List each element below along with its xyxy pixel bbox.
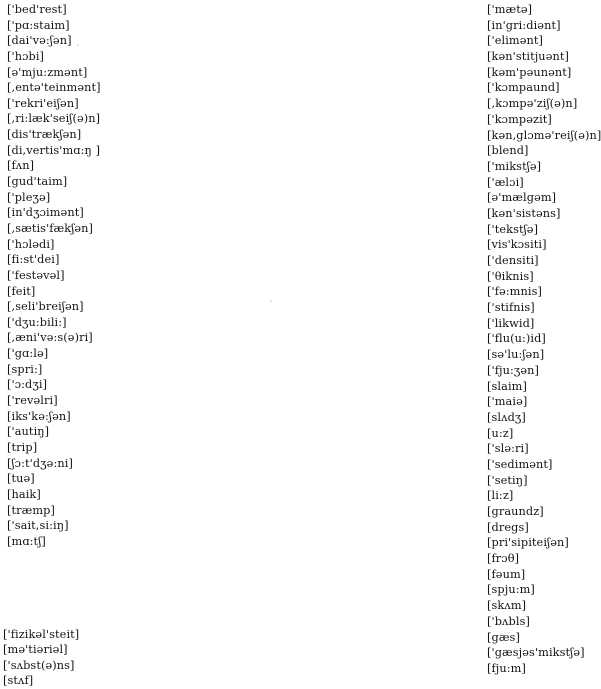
transcription-entry: ['ælɔi] bbox=[487, 175, 524, 189]
transcription-entry: [feit] bbox=[7, 284, 36, 298]
transcription-entry: ['θiknis] bbox=[487, 269, 534, 283]
transcription-entry: ['kɔmpəzit] bbox=[487, 112, 552, 126]
transcription-entry: ['autiŋ] bbox=[7, 425, 50, 439]
transcription-entry: ['rekri'eiʃən] bbox=[7, 96, 79, 110]
transcription-entry: [kəm'pəunənt] bbox=[487, 65, 572, 79]
transcription-entry: [sə'lu:ʃən] bbox=[487, 348, 545, 362]
transcription-entry: [skʌm] bbox=[487, 599, 527, 613]
transcription-entry: ['ɔ:dʒi] bbox=[7, 378, 48, 392]
scan-speck bbox=[270, 300, 272, 302]
transcription-entry: [ə'mælgəm] bbox=[487, 191, 557, 205]
transcription-entry: [mɑ:tʃ] bbox=[7, 534, 46, 548]
transcription-entry: [vis'kɔsiti] bbox=[487, 238, 547, 252]
transcription-entry: [dis'trækʃən] bbox=[7, 128, 82, 142]
transcription-entry: [in'dʒɔimənt] bbox=[7, 206, 84, 220]
transcription-entry: ['mikstʃə] bbox=[487, 159, 542, 173]
left-bottom-transcription-column bbox=[3, 627, 233, 689]
transcription-entry: [graundz] bbox=[487, 505, 544, 518]
transcription-entry: [spri:] bbox=[7, 362, 43, 376]
transcription-entry: [fəum] bbox=[487, 567, 526, 581]
transcription-entry: [blend] bbox=[487, 144, 529, 158]
transcription-entry: [fi:st'dei] bbox=[7, 253, 60, 267]
transcription-entry: [kən'stitjuənt] bbox=[487, 50, 569, 64]
transcription-entry: [ʃɔ:t'dʒə:ni] bbox=[7, 456, 73, 470]
transcription-entry: ['kɔmpaund] bbox=[487, 81, 560, 95]
transcription-entry: [,entə'teinmənt] bbox=[7, 81, 101, 95]
transcription-entry: ['fizikəl'steit] bbox=[3, 628, 80, 641]
transcription-entry: ['pɑ:staim] bbox=[7, 18, 70, 32]
transcription-entry: ['setiŋ] bbox=[487, 473, 528, 487]
transcription-entry: [mə'tiəriəl] bbox=[3, 643, 68, 657]
transcription-entry: [spju:m] bbox=[487, 583, 535, 597]
transcription-entry: [slʌdʒ] bbox=[487, 410, 526, 424]
transcription-entry: [dai'və:ʃən] bbox=[7, 34, 72, 48]
transcription-entry: ['dʒu:bili:] bbox=[7, 315, 67, 329]
transcription-entry: [,seli'breiʃən] bbox=[7, 300, 84, 314]
transcription-entry: ['likwid] bbox=[487, 316, 535, 330]
transcription-entry: [kən'sistəns] bbox=[487, 206, 561, 220]
transcription-entry: ['gæsjəs'mikstʃə] bbox=[487, 646, 585, 660]
transcription-entry: [gud'taim] bbox=[7, 175, 68, 189]
transcription-entry: [iks'kə:ʃən] bbox=[7, 409, 71, 423]
transcription-entry: [in'gri:diənt] bbox=[487, 18, 561, 32]
transcription-entry: ['fju:ʒən] bbox=[487, 363, 540, 377]
transcription-entry: ['bed'rest] bbox=[7, 3, 67, 16]
transcription-entry: [pri'sipiteiʃən] bbox=[487, 536, 569, 550]
transcription-entry: [li:z] bbox=[487, 489, 514, 503]
transcription-entry: ['stifnis] bbox=[487, 301, 535, 315]
transcription-entry: [,æni'və:s(ə)ri] bbox=[7, 331, 93, 345]
transcription-entry: [slaim] bbox=[487, 379, 527, 393]
transcription-entry: [u:z] bbox=[487, 426, 514, 440]
transcription-entry: ['sait,si:iŋ] bbox=[7, 519, 69, 533]
transcription-entry: [træmp] bbox=[7, 503, 56, 517]
transcription-entry: ['slə:ri] bbox=[487, 442, 529, 456]
transcription-entry: [fju:m] bbox=[487, 661, 526, 675]
transcription-entry: ['elimənt] bbox=[487, 34, 544, 48]
transcription-entry: ['hɔbi] bbox=[7, 49, 45, 63]
transcription-entry: [,kɔmpə'ziʃ(ə)n] bbox=[487, 97, 578, 111]
transcription-entry: ['revəlri] bbox=[7, 394, 58, 408]
transcription-entry: ['densiti] bbox=[487, 254, 539, 267]
scan-speck bbox=[77, 44, 79, 46]
transcription-entry: [di,vertis'mɑ:ŋ ] bbox=[7, 143, 101, 157]
transcription-entry: ['maiə] bbox=[487, 395, 528, 409]
transcription-entry: [,ri:læk'seiʃ(ə)n] bbox=[7, 112, 101, 126]
right-transcription-column bbox=[487, 2, 601, 677]
transcription-entry: [tuə] bbox=[7, 472, 35, 486]
transcription-entry: ['fə:mnis] bbox=[487, 285, 542, 299]
transcription-entry: ['pleʒə] bbox=[7, 190, 51, 204]
transcription-entry: [stʌf] bbox=[3, 674, 34, 688]
transcription-entry: ['mætə] bbox=[487, 3, 533, 16]
transcription-entry: [trip] bbox=[7, 440, 38, 454]
transcription-entry: ['hɔlədi] bbox=[7, 237, 55, 251]
transcription-entry: [fʌn] bbox=[7, 159, 35, 173]
transcription-entry: ['tekstʃə] bbox=[487, 222, 539, 236]
transcription-entry: ['bʌbls] bbox=[487, 614, 530, 628]
transcription-entry: [ə'mju:zmənt] bbox=[7, 65, 88, 79]
transcription-entry: [,sætis'fækʃən] bbox=[7, 221, 94, 235]
transcription-entry: ['sedimənt] bbox=[487, 457, 553, 471]
left-transcription-column bbox=[7, 2, 237, 549]
transcription-entry: ['festəvəl] bbox=[7, 268, 65, 282]
transcription-entry: ['sʌbst(ə)ns] bbox=[3, 658, 75, 672]
transcription-entry: [frɔθ] bbox=[487, 552, 520, 566]
transcription-entry: [haik] bbox=[7, 487, 41, 501]
transcription-entry: ['gɑ:lə] bbox=[7, 347, 49, 361]
transcription-entry: [kən,glɔmə'reiʃ(ə)n] bbox=[487, 128, 601, 142]
transcription-entry: [dregs] bbox=[487, 520, 529, 534]
transcription-entry: ['flu(u:)id] bbox=[487, 332, 546, 346]
transcription-entry: [gæs] bbox=[487, 630, 520, 644]
